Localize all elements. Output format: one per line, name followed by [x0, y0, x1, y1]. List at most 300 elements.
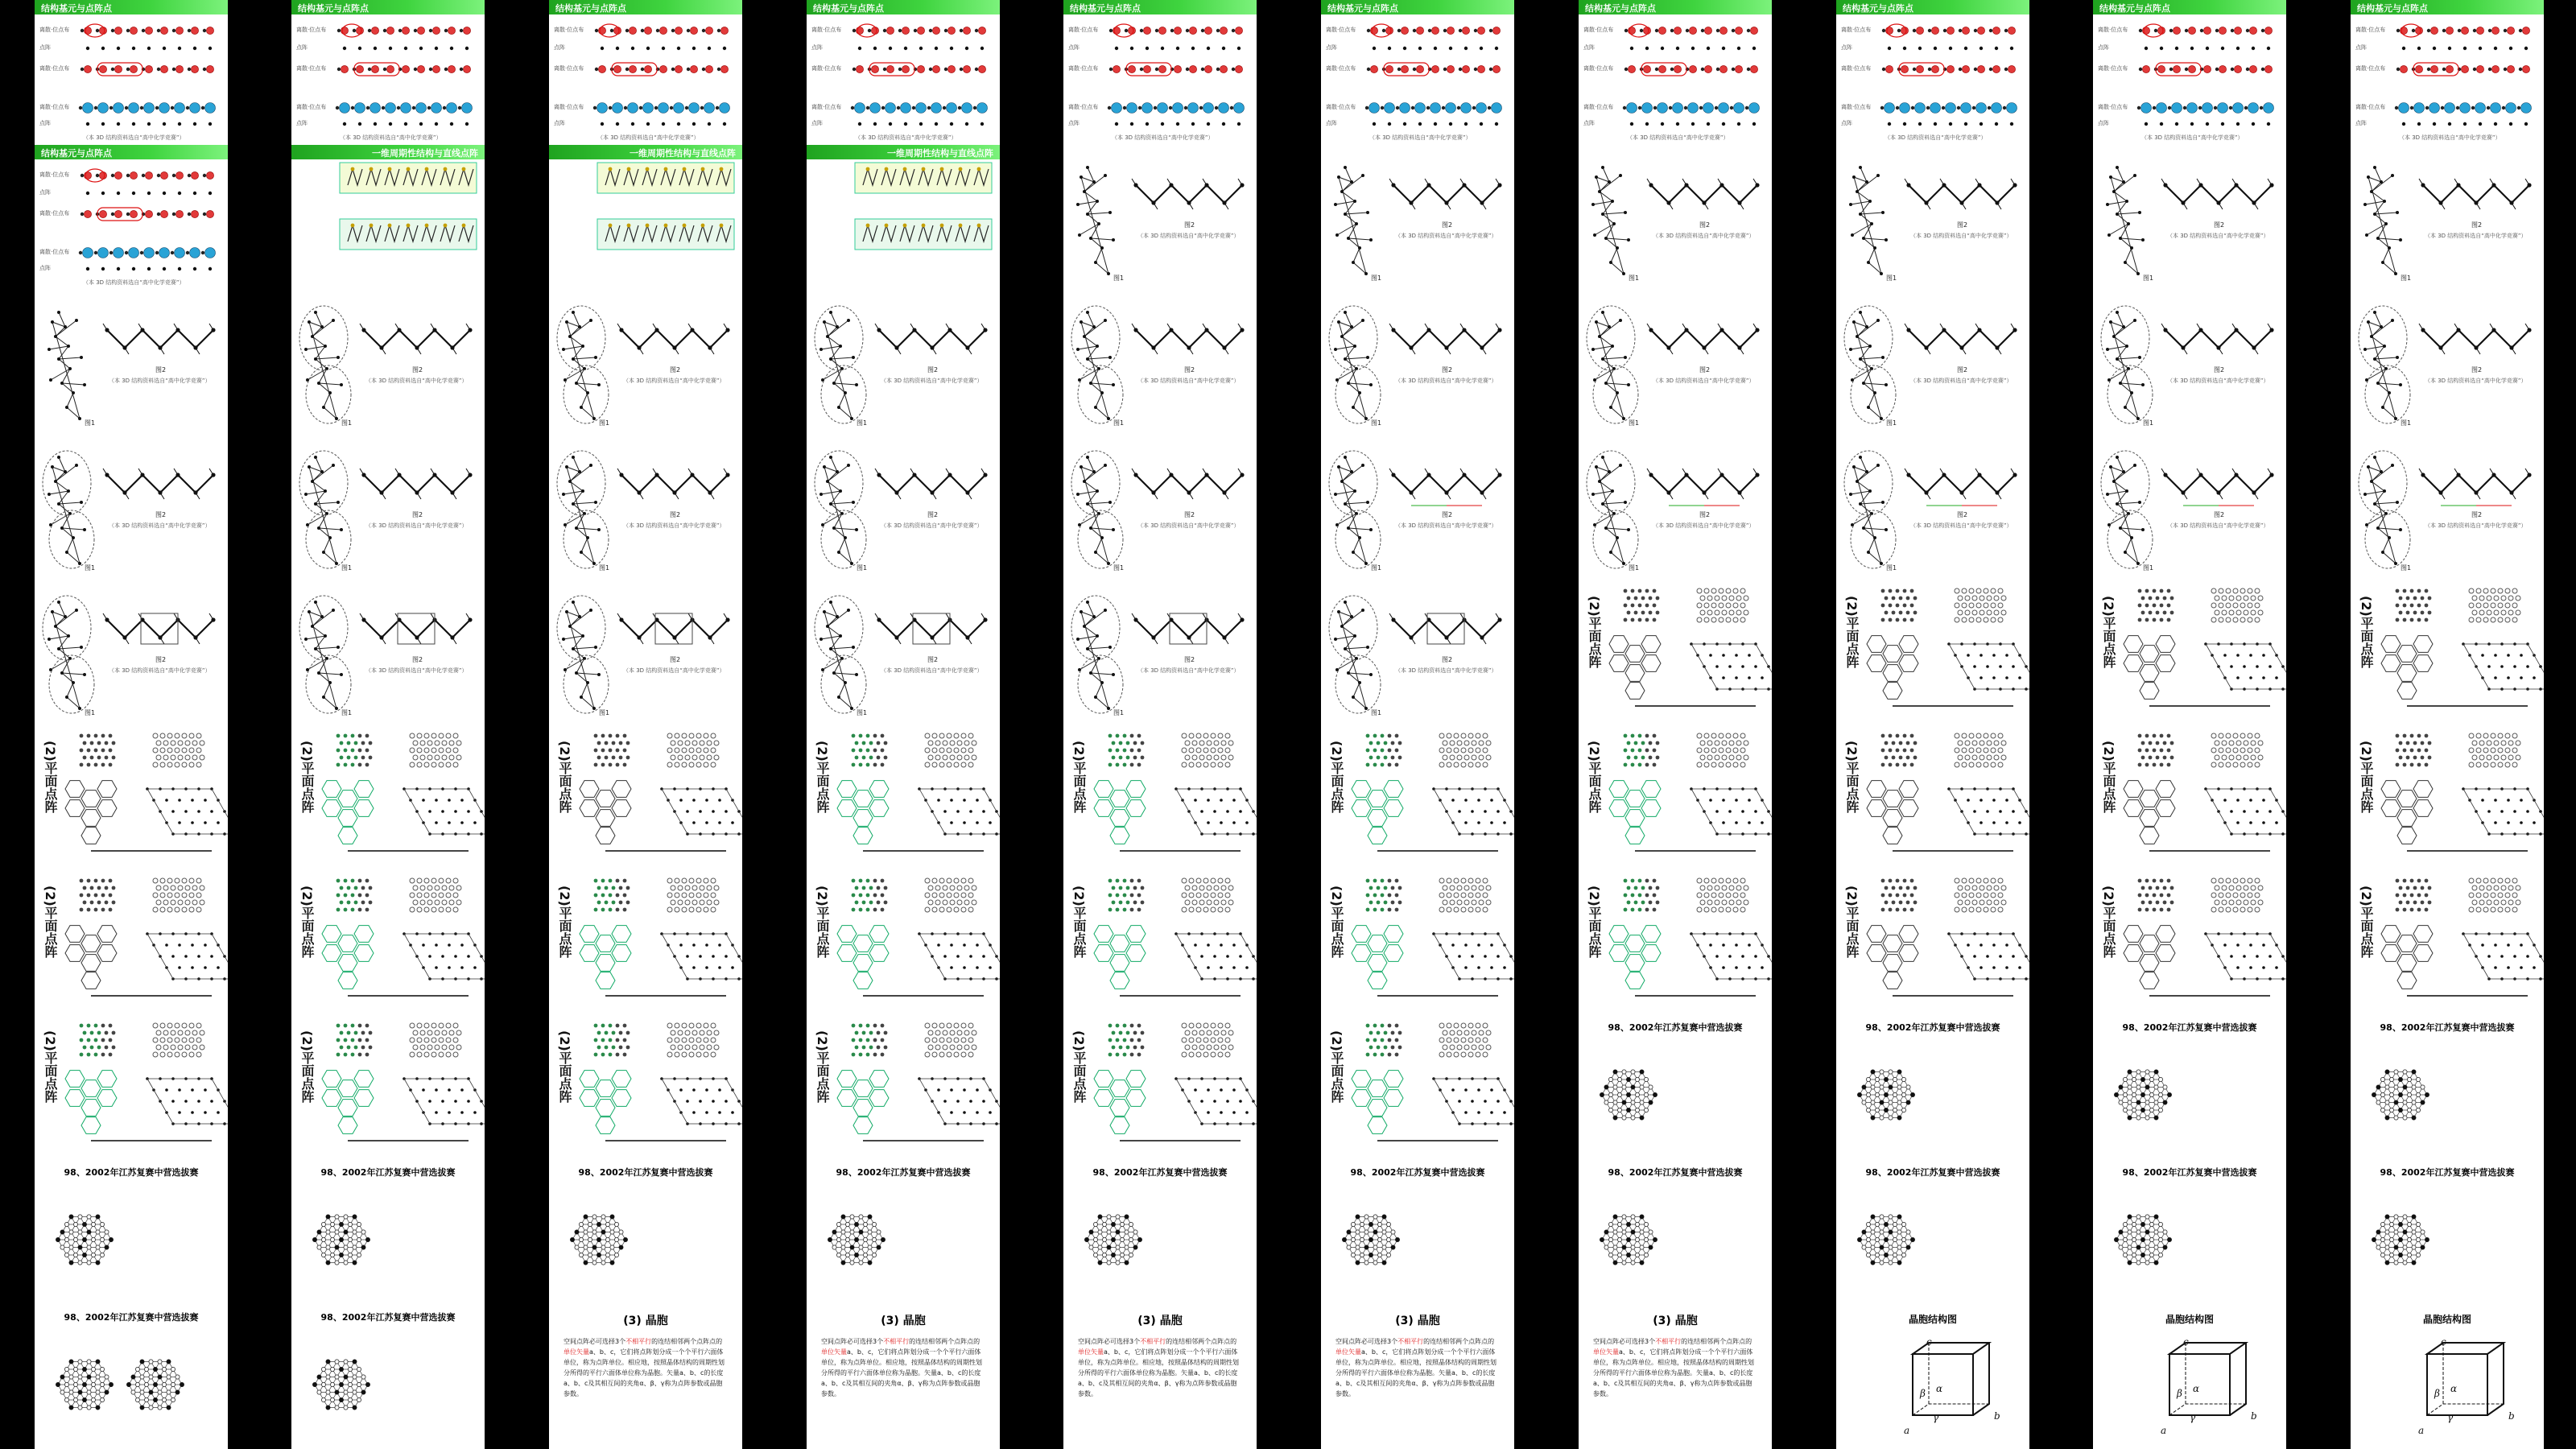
lattice-point: [1458, 810, 1461, 813]
lattice-point: [1384, 756, 1388, 760]
net-node: [610, 1261, 614, 1265]
slide-thumbnail[interactable]: [35, 0, 228, 145]
slide-thumbnail[interactable]: [549, 0, 742, 145]
slide-thumbnail[interactable]: [549, 145, 742, 290]
slide-thumbnail[interactable]: [1063, 1159, 1257, 1304]
atom-black: [1488, 106, 1491, 109]
lattice-point: [441, 955, 444, 958]
slide-thumbnail[interactable]: [291, 869, 485, 1014]
bond: [570, 610, 591, 626]
slide-thumbnail[interactable]: [807, 1159, 1000, 1304]
slide-thumbnail[interactable]: [35, 580, 228, 724]
atom-red: [1750, 27, 1757, 34]
figure-caption: [91, 1140, 212, 1144]
lattice-point: [175, 907, 180, 912]
lattice-point: [351, 894, 355, 898]
lattice-point: [965, 47, 968, 50]
slide-thumbnail[interactable]: [1321, 724, 1514, 869]
chain-bond: [675, 330, 692, 348]
atom-black: [1170, 29, 1174, 32]
lattice-point: [178, 966, 181, 969]
row-label: 离散·位点布: [39, 104, 70, 110]
bond: [324, 393, 330, 407]
lattice-point: [961, 893, 966, 898]
hex-cell: [322, 1090, 341, 1107]
lattice-point: [1391, 1046, 1395, 1050]
slide-thumbnail[interactable]: [1063, 580, 1257, 724]
chain-bond: [657, 330, 675, 348]
atom-blue: [159, 248, 170, 258]
slide-thumbnail[interactable]: [1063, 724, 1257, 869]
atom-black: [1716, 68, 1719, 71]
slide-thumbnail[interactable]: [549, 1159, 742, 1304]
lattice-point: [410, 1038, 415, 1042]
lattice-point: [87, 1024, 91, 1028]
lattice-point: [1464, 886, 1469, 890]
bond: [1078, 201, 1097, 204]
bond: [1335, 491, 1355, 494]
side-bond: [932, 348, 936, 354]
hex-cell: [1384, 926, 1403, 943]
slide-thumbnail[interactable]: [1321, 580, 1514, 724]
lattice-point: [101, 763, 105, 767]
atom: [462, 167, 466, 171]
net-node: [365, 1237, 369, 1241]
lattice-point: [667, 1052, 672, 1057]
slide-thumbnail[interactable]: [35, 290, 228, 435]
lattice-point: [193, 267, 196, 270]
slide-thumbnail[interactable]: [1321, 145, 1514, 290]
polymer-figure: [549, 290, 742, 435]
bond: [1342, 610, 1363, 626]
lattice-point: [193, 122, 196, 126]
side-bond: [946, 324, 950, 330]
slide-thumbnail[interactable]: [35, 1304, 228, 1449]
competition-title: 98、2002年江苏复赛中营选拔赛: [1350, 1167, 1485, 1178]
net-node: [100, 1397, 104, 1402]
net-node: [344, 1360, 348, 1364]
lattice-point: [340, 901, 344, 905]
atom: [1097, 222, 1100, 225]
lattice-point: [1133, 1031, 1137, 1035]
side-bond: [452, 348, 456, 354]
lattice-point: [1218, 748, 1223, 753]
lattice-point: [431, 878, 436, 883]
lattice-point: [869, 1031, 873, 1035]
lattice-point: [344, 879, 348, 883]
lattice-point: [167, 893, 172, 898]
atom: [836, 325, 839, 328]
lattice-point: [1108, 1053, 1113, 1057]
figure-label: 图1: [1371, 709, 1382, 716]
lattice-point: [109, 879, 113, 883]
atom: [1361, 174, 1364, 177]
slide-thumbnail[interactable]: [807, 0, 1000, 145]
lattice-point: [171, 1045, 175, 1050]
lattice-point: [1461, 893, 1466, 898]
lattice-point: [456, 1030, 461, 1035]
atom-black: [155, 106, 159, 109]
atom: [575, 671, 578, 675]
atom: [1334, 493, 1337, 496]
slide-thumbnail[interactable]: [291, 1304, 485, 1449]
slide-thumbnail[interactable]: [1321, 1159, 1514, 1304]
hex-cell: [1126, 945, 1146, 962]
lattice-point: [1141, 741, 1145, 745]
lattice-point: [147, 267, 151, 270]
atom: [72, 391, 75, 394]
slide-thumbnail[interactable]: [1063, 145, 1257, 290]
atom: [1366, 501, 1369, 504]
slide-thumbnail[interactable]: [549, 580, 742, 724]
side-bond: [395, 324, 399, 330]
atom-black: [201, 251, 204, 254]
slide-thumbnail[interactable]: [291, 0, 485, 145]
lattice-point: [1443, 900, 1447, 905]
atom: [823, 465, 826, 469]
slide-thumbnail[interactable]: [291, 1159, 485, 1304]
net-node: [570, 1237, 574, 1241]
slide-thumbnail[interactable]: [807, 1304, 1000, 1449]
lattice-point: [594, 879, 598, 883]
lattice-point: [101, 192, 105, 195]
bond: [1342, 175, 1363, 192]
atom: [565, 320, 568, 324]
atom: [1347, 526, 1350, 530]
atom-blue: [83, 103, 93, 114]
atom-black: [398, 29, 402, 32]
side-bond: [360, 324, 364, 330]
lattice-rows-figure: [35, 0, 228, 145]
lattice-point: [935, 886, 940, 890]
lattice-point: [1221, 741, 1226, 745]
atom: [328, 681, 332, 684]
net-node: [614, 1253, 618, 1257]
lattice-point: [428, 1100, 431, 1103]
atom-black: [414, 68, 417, 71]
lattice-point: [196, 907, 201, 912]
slide-thumbnail[interactable]: [35, 724, 228, 869]
slide-thumbnail[interactable]: [1063, 1304, 1257, 1449]
lattice-point: [862, 756, 866, 760]
row-label: 点阵: [1068, 44, 1080, 51]
atom-blue: [340, 103, 350, 114]
slide-thumbnail[interactable]: [1063, 1014, 1257, 1159]
atom-black: [881, 106, 885, 109]
side-bond: [1411, 638, 1415, 644]
para-highlight: 单位矢量: [564, 1348, 589, 1356]
bond: [573, 636, 583, 649]
atom: [839, 489, 842, 493]
lattice-point: [184, 955, 188, 958]
slide-thumbnail[interactable]: [1321, 290, 1514, 435]
atom-red: [644, 27, 651, 34]
lattice-point: [957, 1045, 962, 1050]
atom-black: [1109, 68, 1113, 71]
lattice-point: [1483, 733, 1488, 738]
side-bond: [1496, 613, 1500, 620]
lattice-point: [117, 47, 120, 50]
slide-thumbnail[interactable]: [291, 145, 485, 290]
chain-bond: [364, 330, 382, 348]
lattice-point: [132, 192, 135, 195]
slide-thumbnail[interactable]: [807, 869, 1000, 1014]
bond: [1345, 636, 1355, 649]
lattice-point: [626, 741, 630, 745]
atom: [609, 167, 613, 171]
bond: [1348, 238, 1360, 248]
lattice-point: [147, 122, 151, 126]
net-node: [605, 1237, 609, 1241]
atom: [586, 391, 589, 394]
lattice-point: [361, 901, 365, 905]
lattice-point: [1126, 1031, 1130, 1035]
lattice-point: [1476, 1052, 1480, 1057]
lattice-point: [1737, 122, 1740, 126]
net-node: [1377, 1253, 1381, 1257]
atom-blue: [98, 103, 109, 114]
bond: [1078, 491, 1097, 494]
net-node: [836, 1222, 840, 1226]
atom: [850, 562, 853, 565]
slide-thumbnail[interactable]: [1063, 0, 1257, 145]
lattice-point: [336, 879, 341, 883]
net-node: [1373, 1230, 1377, 1234]
net-node: [579, 1253, 583, 1257]
slide-thumbnail[interactable]: [291, 290, 485, 435]
lattice-point: [881, 879, 885, 883]
atom: [311, 335, 314, 338]
net-node: [361, 1245, 365, 1249]
chain-bond: [968, 475, 985, 493]
net-node: [135, 1382, 139, 1386]
polymer-figure: [35, 580, 228, 724]
lattice-point: [1196, 748, 1201, 753]
lattice-point: [675, 1052, 679, 1057]
lattice-point: [852, 1024, 856, 1028]
lattice-point: [605, 901, 609, 905]
slide-thumbnail[interactable]: [1321, 435, 1514, 580]
slide-thumbnail[interactable]: [1063, 290, 1257, 435]
slide-thumbnail[interactable]: [1063, 435, 1257, 580]
lattice-point: [1447, 1023, 1451, 1028]
net-node: [60, 1375, 64, 1379]
lattice-point: [925, 1023, 930, 1028]
atom: [839, 345, 842, 348]
slide-thumbnail[interactable]: [1321, 1014, 1514, 1159]
lattice-point: [881, 749, 885, 753]
plane-lattice-figure: [35, 1014, 228, 1159]
atom-red: [206, 171, 213, 179]
lattice-point: [101, 1053, 105, 1057]
atom: [1344, 357, 1347, 361]
lattice-point: [678, 1045, 683, 1050]
net-node: [96, 1375, 100, 1379]
slide-thumbnail[interactable]: [549, 435, 742, 580]
lattice-point: [1373, 1053, 1377, 1057]
atom: [819, 638, 823, 641]
net-node: [82, 1253, 86, 1257]
net-node: [1125, 1230, 1129, 1234]
slide-thumbnail[interactable]: [807, 1014, 1000, 1159]
slide-thumbnail[interactable]: [807, 435, 1000, 580]
figure-caption: [348, 850, 469, 854]
unit-ring: [557, 306, 605, 370]
bond: [828, 320, 848, 336]
atom-red: [690, 27, 697, 34]
lattice-point: [1439, 1023, 1444, 1028]
slide-thumbnail[interactable]: [291, 580, 485, 724]
lattice-point: [928, 900, 933, 905]
lattice-point: [344, 1053, 348, 1057]
slide-thumbnail[interactable]: [807, 290, 1000, 435]
slide-thumbnail[interactable]: [807, 724, 1000, 869]
net-node: [87, 1245, 91, 1249]
lattice-point: [1185, 1045, 1190, 1050]
atom-red: [947, 65, 955, 72]
plane-lattice-label: (2)平面点阵: [1071, 741, 1087, 813]
atom-red: [175, 171, 183, 179]
lattice-point: [1108, 763, 1113, 767]
slide-thumbnail[interactable]: [549, 724, 742, 869]
lattice-point: [597, 1046, 601, 1050]
net-node: [326, 1360, 330, 1364]
slide-thumbnail[interactable]: [549, 869, 742, 1014]
lattice-point: [939, 733, 944, 738]
lattice-point: [939, 893, 944, 898]
lattice-point: [594, 1053, 598, 1057]
side-bond: [1167, 179, 1171, 185]
hex-cell: [81, 1080, 101, 1097]
lattice-point: [1133, 741, 1137, 745]
net-node: [841, 1245, 845, 1249]
atom: [1080, 610, 1083, 613]
slide-thumbnail[interactable]: [549, 290, 742, 435]
atom-red: [1235, 65, 1242, 72]
slide-thumbnail[interactable]: [291, 724, 485, 869]
slide-thumbnail[interactable]: [1579, 0, 1772, 145]
net-node: [353, 1245, 357, 1249]
lattice-point: [171, 1100, 175, 1103]
bond: [1335, 636, 1355, 639]
atom-red: [84, 210, 91, 217]
lattice-point: [1388, 1024, 1392, 1028]
net-node: [87, 1390, 91, 1394]
bond: [62, 528, 85, 530]
atom-red: [963, 27, 970, 34]
slide-thumbnail[interactable]: [807, 145, 1000, 290]
lattice-point: [410, 1052, 415, 1057]
lattice-point: [1458, 955, 1461, 958]
atom-red: [1204, 65, 1212, 72]
polymer-figure: [291, 435, 485, 580]
polymer-figure: [35, 290, 228, 435]
slide-thumbnail[interactable]: [291, 1014, 485, 1159]
lattice-point: [184, 810, 188, 813]
lattice-point: [1130, 1024, 1134, 1028]
slide-thumbnail[interactable]: [1321, 0, 1514, 145]
slide-thumbnail[interactable]: [807, 580, 1000, 724]
slide-thumbnail[interactable]: [35, 869, 228, 1014]
net-node: [64, 1237, 68, 1241]
footnote: （本 3D 结构资料选自“高中化学竞赛”）: [623, 378, 725, 384]
slide-thumbnail[interactable]: [35, 1159, 228, 1304]
lattice-point: [171, 886, 175, 890]
hex-net-figure: [1321, 1159, 1514, 1304]
slide-thumbnail[interactable]: [291, 435, 485, 580]
atom: [83, 673, 86, 676]
lattice-point: [435, 741, 440, 745]
lattice-point: [87, 908, 91, 912]
bond: [1348, 673, 1360, 683]
lattice-point: [950, 741, 955, 745]
lattice-point: [167, 748, 172, 753]
atom-blue: [916, 103, 927, 114]
atom: [336, 501, 340, 504]
lattice-point: [869, 756, 873, 760]
net-node: [1373, 1215, 1377, 1219]
slide-thumbnail[interactable]: [1063, 869, 1257, 1014]
lattice-point: [105, 741, 109, 745]
net-node: [317, 1230, 321, 1234]
net-node: [1133, 1245, 1137, 1249]
lattice-point: [954, 733, 959, 738]
footnote: （本 3D 结构资料选自“高中化学竞赛”）: [1137, 378, 1240, 384]
lattice-point: [424, 878, 429, 883]
atom: [65, 551, 68, 554]
slide-thumbnail[interactable]: [1321, 869, 1514, 1014]
lattice-point: [351, 908, 355, 912]
lattice-point: [961, 1038, 966, 1042]
lattice-point: [1189, 762, 1194, 767]
bond: [1078, 346, 1097, 349]
lattice-point: [1141, 1031, 1145, 1035]
lattice-point: [191, 943, 194, 947]
atom-black: [656, 29, 659, 32]
lattice-point: [1207, 821, 1210, 824]
atom-blue: [1385, 103, 1395, 114]
figure-label: 图2: [155, 656, 167, 663]
slide-thumbnail[interactable]: [1321, 1304, 1514, 1449]
chain-bond: [125, 475, 142, 493]
plane-lattice-figure: [35, 869, 228, 1014]
lattice-point: [1182, 748, 1187, 753]
competition-title: 98、2002年江苏复赛中营选拔赛: [836, 1167, 971, 1178]
atom-red: [690, 65, 697, 72]
lattice-point: [1369, 886, 1373, 890]
side-bond: [1482, 493, 1486, 499]
hex-cell: [1126, 1090, 1146, 1107]
net-node: [87, 1215, 91, 1219]
atom-black: [1457, 106, 1460, 109]
chain-bond: [417, 475, 435, 493]
net-node: [584, 1215, 588, 1219]
slide-thumbnail[interactable]: [35, 1014, 228, 1159]
lattice-point: [410, 733, 415, 738]
slide-thumbnail[interactable]: [35, 435, 228, 580]
chain-bond: [435, 475, 452, 493]
net-node: [872, 1253, 876, 1257]
slide-thumbnail[interactable]: [549, 1304, 742, 1449]
slide-thumbnail[interactable]: [549, 1014, 742, 1159]
atom-black: [625, 68, 629, 71]
atom: [340, 673, 343, 676]
lattice-point: [340, 1046, 344, 1050]
net-node: [614, 1222, 618, 1226]
slide-thumbnail[interactable]: [35, 145, 228, 290]
lattice-point: [1477, 821, 1480, 824]
lattice-point: [200, 755, 204, 760]
